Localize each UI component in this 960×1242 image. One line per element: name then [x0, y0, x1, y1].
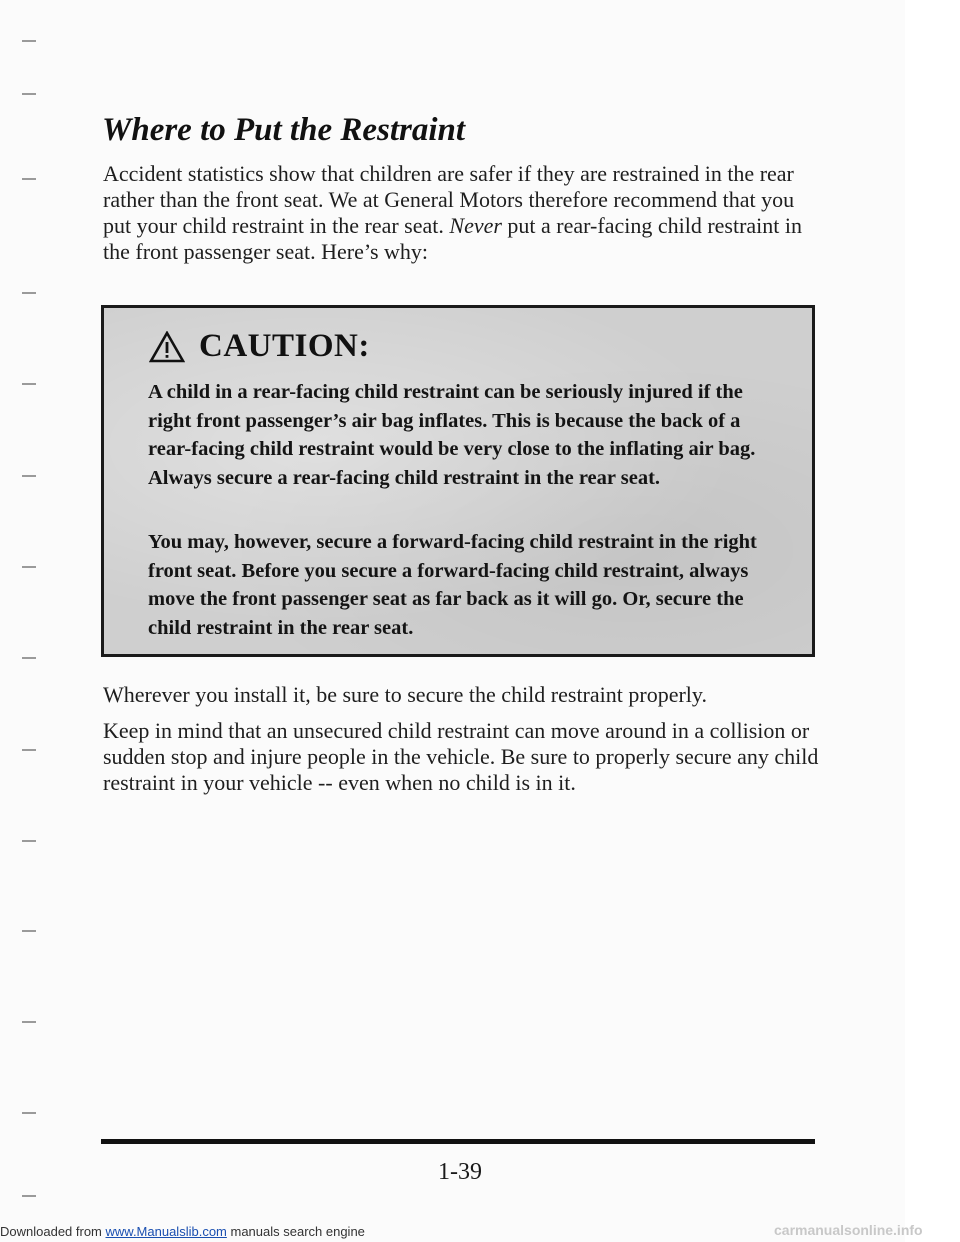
unsecured-paragraph: Keep in mind that an unsecured child restraint can move around in a collision or sudden stop and injure people in the vehicle. Be sure to properly secure any child restraint in your vehicle -- even when no child is in it.: [103, 718, 819, 795]
gutter-mark: [22, 178, 36, 180]
gutter-mark: [22, 292, 36, 294]
install-paragraph: Wherever you install it, be sure to secure the child restraint properly.: [103, 682, 707, 707]
warning-triangle-icon: [149, 331, 185, 363]
gutter-mark: [22, 749, 36, 751]
gutter-mark: [22, 475, 36, 477]
manualslib-link[interactable]: www.Manualslib.com: [105, 1224, 227, 1239]
page-number: 1-39: [438, 1159, 482, 1185]
gutter-mark: [22, 1112, 36, 1114]
footer-rule: [101, 1139, 815, 1144]
intro-text-start: Accident statistics show that children are safer if they are restrained in the rear rather than the front seat. We at General Motors therefore recommend that you put your child restraint in the rear seat.: [103, 161, 795, 238]
download-watermark: [0, 1224, 365, 1239]
gutter-mark: [22, 840, 36, 842]
caution-text-1: A child in a rear-facing child restraint can be seriously injured if the right front passenger’s air bag inflates. This is because the back of a rear-facing child restraint would be very close to the inflating air bag. Always secure a rear-facing child restraint in the rear seat.: [148, 381, 756, 489]
intro-paragraph: [103, 161, 823, 265]
intro-emphasis: Never: [449, 213, 502, 238]
caution-header: [149, 328, 370, 365]
gutter-mark: [22, 93, 36, 95]
watermark-prefix: Downloaded from: [0, 1224, 106, 1239]
gutter-mark: [22, 1195, 36, 1197]
gutter-mark: [22, 40, 36, 42]
caution-text-2: You may, however, secure a forward-facing child restraint in the right front seat. Before you secure a forward-facing child restraint, always move the front passenger seat as far back as it will go. Or, secure the child restraint in the rear seat.: [148, 531, 757, 639]
gutter-mark: [22, 1021, 36, 1023]
gutter-mark: [22, 383, 36, 385]
gutter-mark: [22, 657, 36, 659]
caution-title: CAUTION:: [199, 328, 370, 364]
caution-box: [101, 305, 815, 657]
watermark-suffix: manuals search engine: [226, 1224, 365, 1239]
section-heading: Where to Put the Restraint: [102, 112, 466, 148]
site-watermark: carmanualsonline.info: [774, 1222, 923, 1238]
intro-text-end: put a rear-facing child restraint in the front passenger seat. Here’s why:: [103, 213, 803, 264]
gutter-mark: [22, 930, 36, 932]
gutter-mark: [22, 566, 36, 568]
